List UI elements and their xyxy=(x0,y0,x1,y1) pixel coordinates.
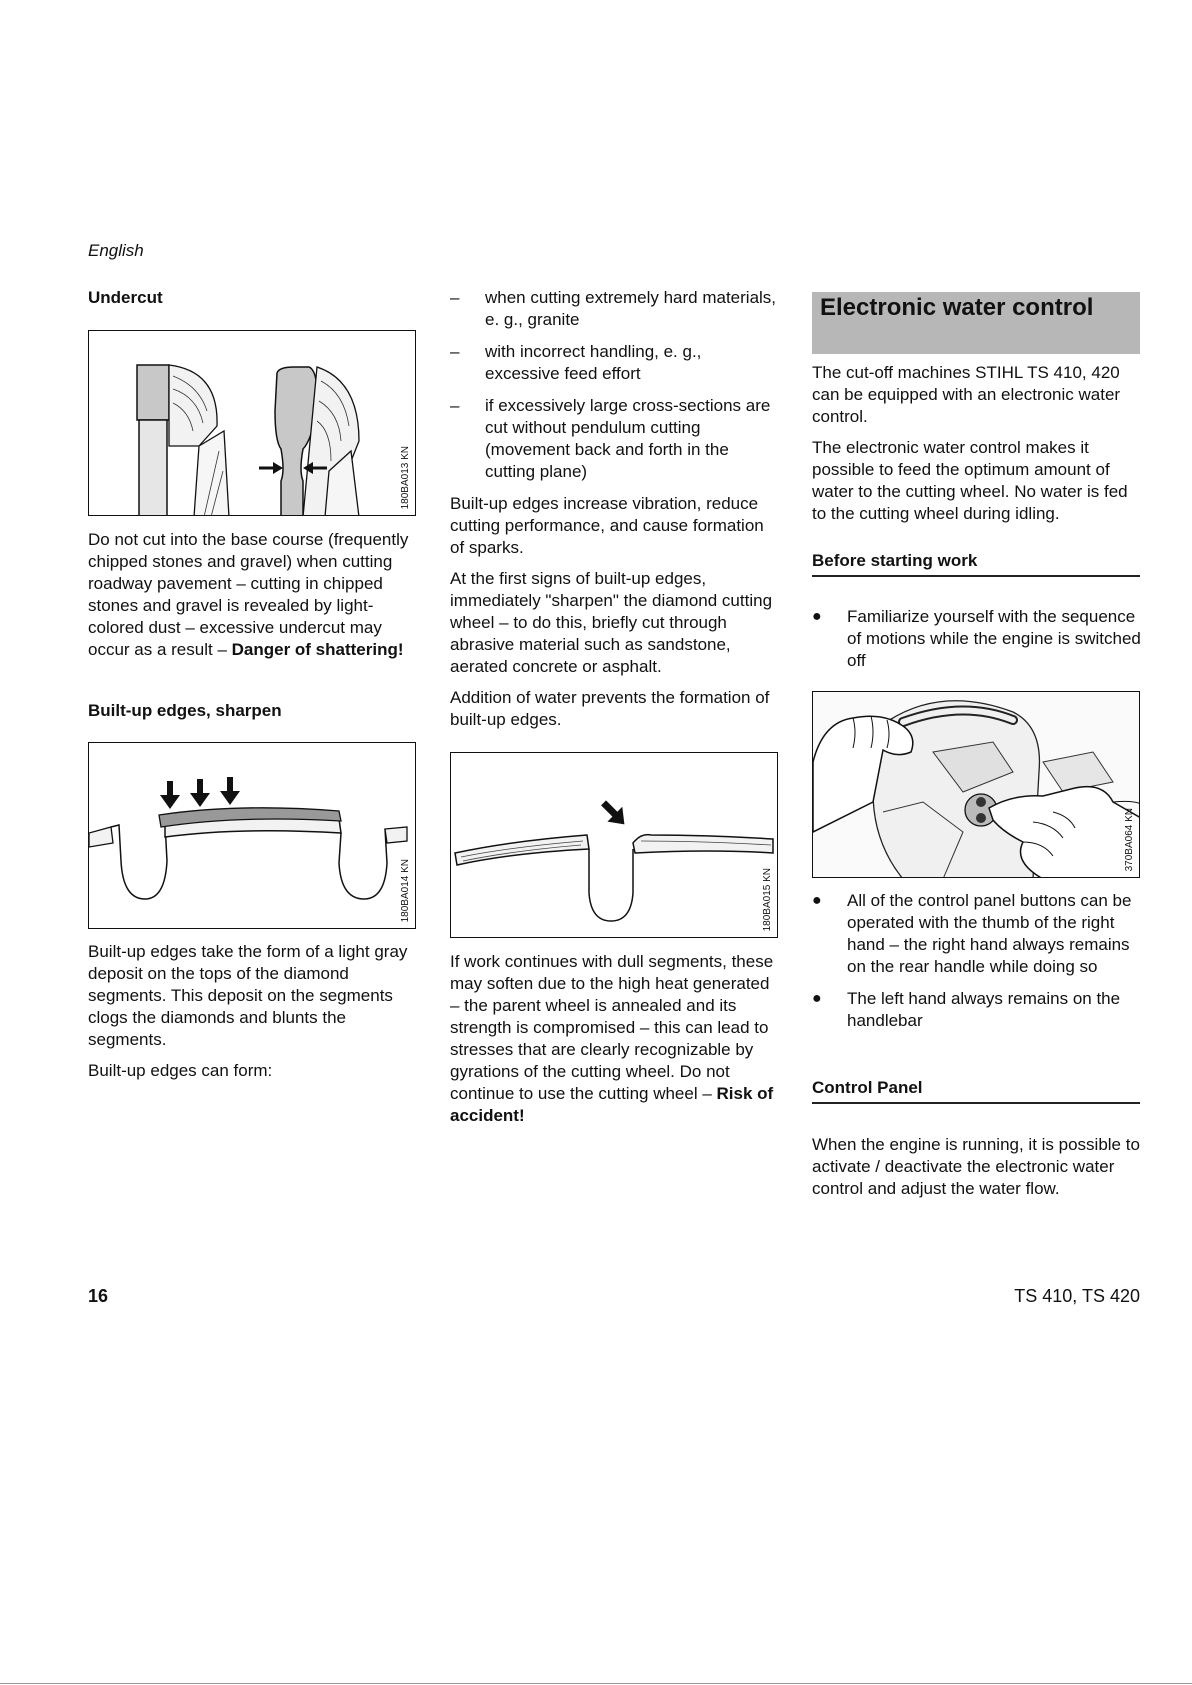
builtup-edges-illustration xyxy=(89,743,416,929)
control-body xyxy=(812,1134,1142,1209)
intro-paragraph-2: The electronic water control makes it possible to feed the optimum amount of water to the cutting wheel. No water is fed to the cutting wheel during idling. xyxy=(812,438,1128,523)
control-panel-heading: Control Panel xyxy=(812,1077,1140,1104)
can-form-paragraph: Built-up edges can form: xyxy=(88,1061,273,1080)
before-list-wrap xyxy=(812,606,1142,682)
accident-warning: Risk of accident! xyxy=(450,1084,774,1125)
figure-builtup-edges xyxy=(88,742,416,929)
sharpen-paragraph: At the first signs of built-up edges, immediately "sharpen" the diamond cutting wheel – to do this, briefly cut through abrasive material such as sandstone, aerated concrete or asphalt. xyxy=(450,569,773,676)
section-title-band xyxy=(812,292,1140,354)
list-item xyxy=(450,395,780,483)
dash-marker: – xyxy=(450,288,460,307)
bullet-marker: ● xyxy=(812,608,822,625)
undercut-heading: Undercut xyxy=(88,288,163,307)
list-item xyxy=(450,287,780,331)
list-item-text: All of the control panel buttons can be operated with the thumb of the right hand – the right hand always remains on the rear handle while doing so xyxy=(847,891,1132,976)
page-number: 16 xyxy=(88,1286,109,1306)
water-paragraph: Addition of water prevents the formation of built-up edges. xyxy=(450,688,770,729)
dull-segment-text: If work continues with dull segments, these may soften due to the high heat generated – the parent wheel is annealed and its strength is compromised – this can lead to stresses that are clearly recognizable by gyrations of the cutting wheel. Do not continue to use the cutting wheel – xyxy=(450,952,774,1103)
intro-paragraph-1: The cut-off machines STIHL TS 410, 420 can be equipped with an electronic water control. xyxy=(812,363,1121,426)
undercut-text: Do not cut into the base course (frequently chipped stones and gravel) when cutting roadway pavement – cutting in chipped stones and gravel is revealed by light-colored dust – excessive undercut may occur as a result – xyxy=(88,530,409,659)
builtup-heading-wrap xyxy=(88,700,418,722)
control-panel-paragraph: When the engine is running, it is possible to activate / deactivate the electronic water control and adjust the water flow. xyxy=(812,1135,1140,1198)
list-item xyxy=(450,341,780,385)
list-item xyxy=(812,988,1142,1032)
dash-marker: – xyxy=(450,396,460,415)
control-panel-illustration xyxy=(813,692,1140,878)
builtup-body xyxy=(88,941,418,1091)
control-heading-wrap xyxy=(812,1077,1140,1104)
before-starting-heading: Before starting work xyxy=(812,550,1140,577)
figure-dull-segment xyxy=(450,752,778,938)
before-heading-wrap xyxy=(812,550,1140,577)
figure-control-panel-hand xyxy=(812,691,1140,878)
undercut-illustration xyxy=(89,331,416,516)
column-1 xyxy=(88,287,418,309)
list-item-text: Familiarize yourself with the sequence of motions while the engine is switched off xyxy=(847,607,1141,670)
figure-undercut xyxy=(88,330,416,516)
list-item-text: The left hand always remains on the handlebar xyxy=(847,989,1121,1030)
figure-code: 370BA064 KN xyxy=(1124,807,1135,871)
figure-code: 180BA015 KN xyxy=(762,867,773,931)
before-list xyxy=(812,606,1142,672)
undercut-body xyxy=(88,529,418,670)
figure-code: 180BA014 KN xyxy=(400,858,411,922)
danger-warning: Danger of shattering! xyxy=(231,640,404,659)
causes-list xyxy=(450,287,780,483)
list-item-text: when cutting extremely hard materials, e. g., granite xyxy=(485,288,777,329)
list-item xyxy=(812,890,1142,978)
hands-list xyxy=(812,890,1142,1032)
language-label: English xyxy=(88,241,144,260)
dash-marker: – xyxy=(450,342,460,361)
list-item-text: if excessively large cross-sections are cut without pendulum cutting (movement back and forth in the cutting plane) xyxy=(485,396,771,481)
builtup-paragraph: Built-up edges take the form of a light gray deposit on the tops of the diamond segments. This deposit on the segments clogs the diamonds and blunts the segments. xyxy=(88,942,408,1049)
section-title: Electronic water control xyxy=(820,294,1094,321)
bullet-marker: ● xyxy=(812,892,822,909)
undercut-paragraph xyxy=(88,529,418,661)
vibration-paragraph: Built-up edges increase vibration, reduce cutting performance, and cause formation of sparks. xyxy=(450,494,764,557)
dull-segment-body xyxy=(450,951,780,1136)
hands-list-wrap xyxy=(812,890,1142,1042)
column-2 xyxy=(450,287,780,740)
page-edge-divider xyxy=(0,1683,1192,1684)
column-3 xyxy=(812,362,1142,534)
list-item xyxy=(812,606,1142,672)
bullet-marker: ● xyxy=(812,990,822,1007)
dull-segment-paragraph xyxy=(450,951,780,1127)
list-item-text: with incorrect handling, e. g., excessive feed effort xyxy=(485,342,702,383)
dull-segment-illustration xyxy=(451,753,778,938)
figure-code: 180BA013 KN xyxy=(400,445,411,509)
model-label: TS 410, TS 420 xyxy=(1014,1286,1140,1306)
builtup-heading: Built-up edges, sharpen xyxy=(88,701,282,720)
